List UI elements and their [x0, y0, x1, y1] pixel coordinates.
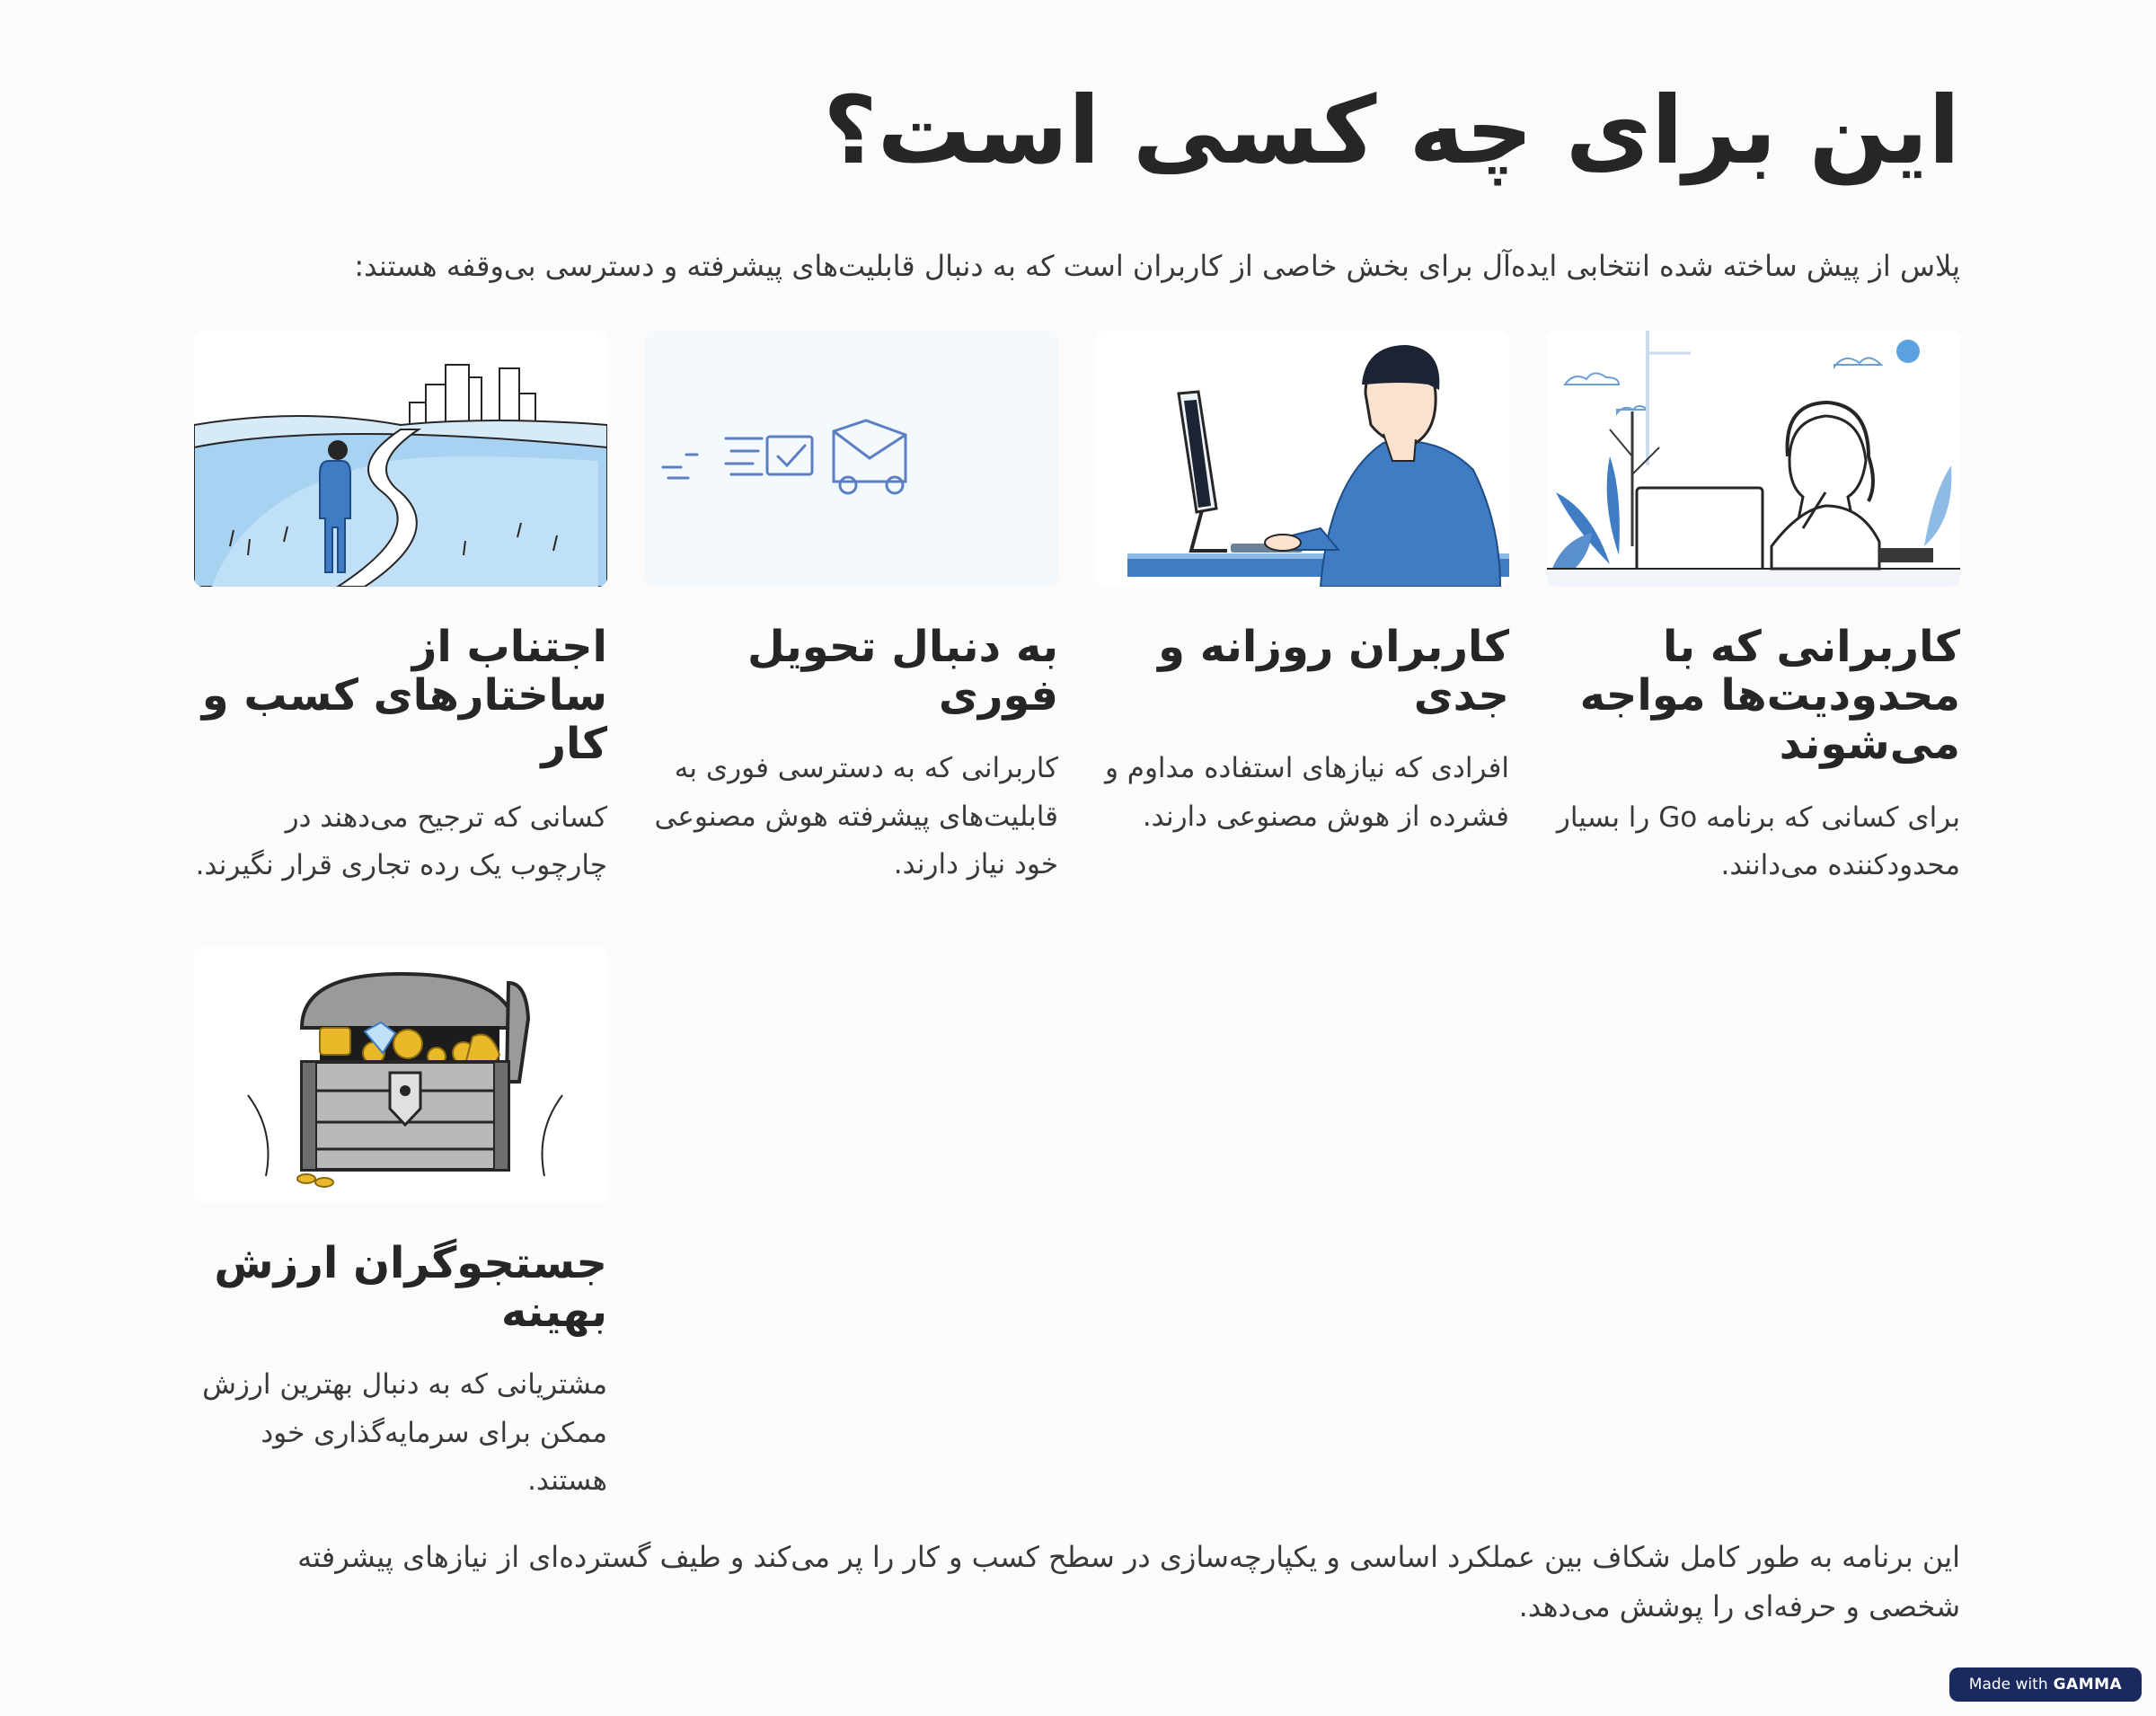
badge-prefix: Made with — [1968, 1676, 2048, 1694]
made-with-gamma-badge[interactable] — [1949, 1667, 2142, 1702]
page-subtitle: پلاس از پیش ساخته شده انتخابی ایده‌آل برای بخش خاصی از کاربران است که به دنبال قابلیت‌های پیشرفته و دسترسی بی‌وقفه هستند: — [354, 249, 1960, 283]
card-text: افرادی که نیازهای استفاده مداوم و فشرده از هوش مصنوعی دارند. — [1104, 752, 1509, 833]
card-title: کاربران روزانه و جدی — [1158, 622, 1509, 721]
summary-text: این برنامه به طور کامل شکاف بین عملکرد اساسی و یکپارچه‌سازی در سطح کسب و کار را پر می‌کند و طیف گسترده‌ای از نیازهای پیشرفته شخصی و حرفه‌ای را پوشش می‌دهد. — [297, 1540, 1960, 1624]
card-title: جستجوگران ارزش بهینه — [214, 1238, 607, 1338]
card-title: اجتناب از ساختارهای کسب و کار — [201, 622, 607, 770]
card-limited-users — [1547, 331, 1960, 889]
card-text: کسانی که ترجیح می‌دهند در چارچوب یک رده تجاری قرار نگیرند. — [195, 801, 607, 882]
fast-delivery-envelope-illustration — [645, 331, 1058, 587]
card-text: برای کسانی که برنامه Go را بسیار محدودکننده می‌دانند. — [1556, 801, 1960, 882]
card-instant-delivery — [645, 331, 1058, 889]
man-typing-computer-illustration — [1096, 331, 1509, 587]
card-daily-users — [1096, 331, 1509, 841]
card-value-seekers — [194, 947, 607, 1505]
card-title: کاربرانی که با محدودیت‌ها مواجه می‌شوند — [1579, 622, 1960, 770]
page-title: این برای چه کسی است؟ — [823, 75, 1960, 185]
card-title: به دنبال تحویل فوری — [747, 622, 1058, 721]
card-text: کاربرانی که به دسترسی فوری به قابلیت‌های پیشرفته هوش مصنوعی خود نیاز دارند. — [654, 752, 1058, 881]
person-road-to-city-illustration — [194, 331, 607, 587]
card-avoid-business — [194, 331, 607, 889]
gamma-logo-text: GAMMA — [2053, 1676, 2123, 1694]
treasure-chest-illustration — [194, 947, 607, 1203]
woman-frustrated-laptop-illustration — [1547, 331, 1960, 587]
card-text: مشتریانی که به دنبال بهترین ارزش ممکن برای سرمایه‌گذاری خود هستند. — [202, 1368, 607, 1498]
